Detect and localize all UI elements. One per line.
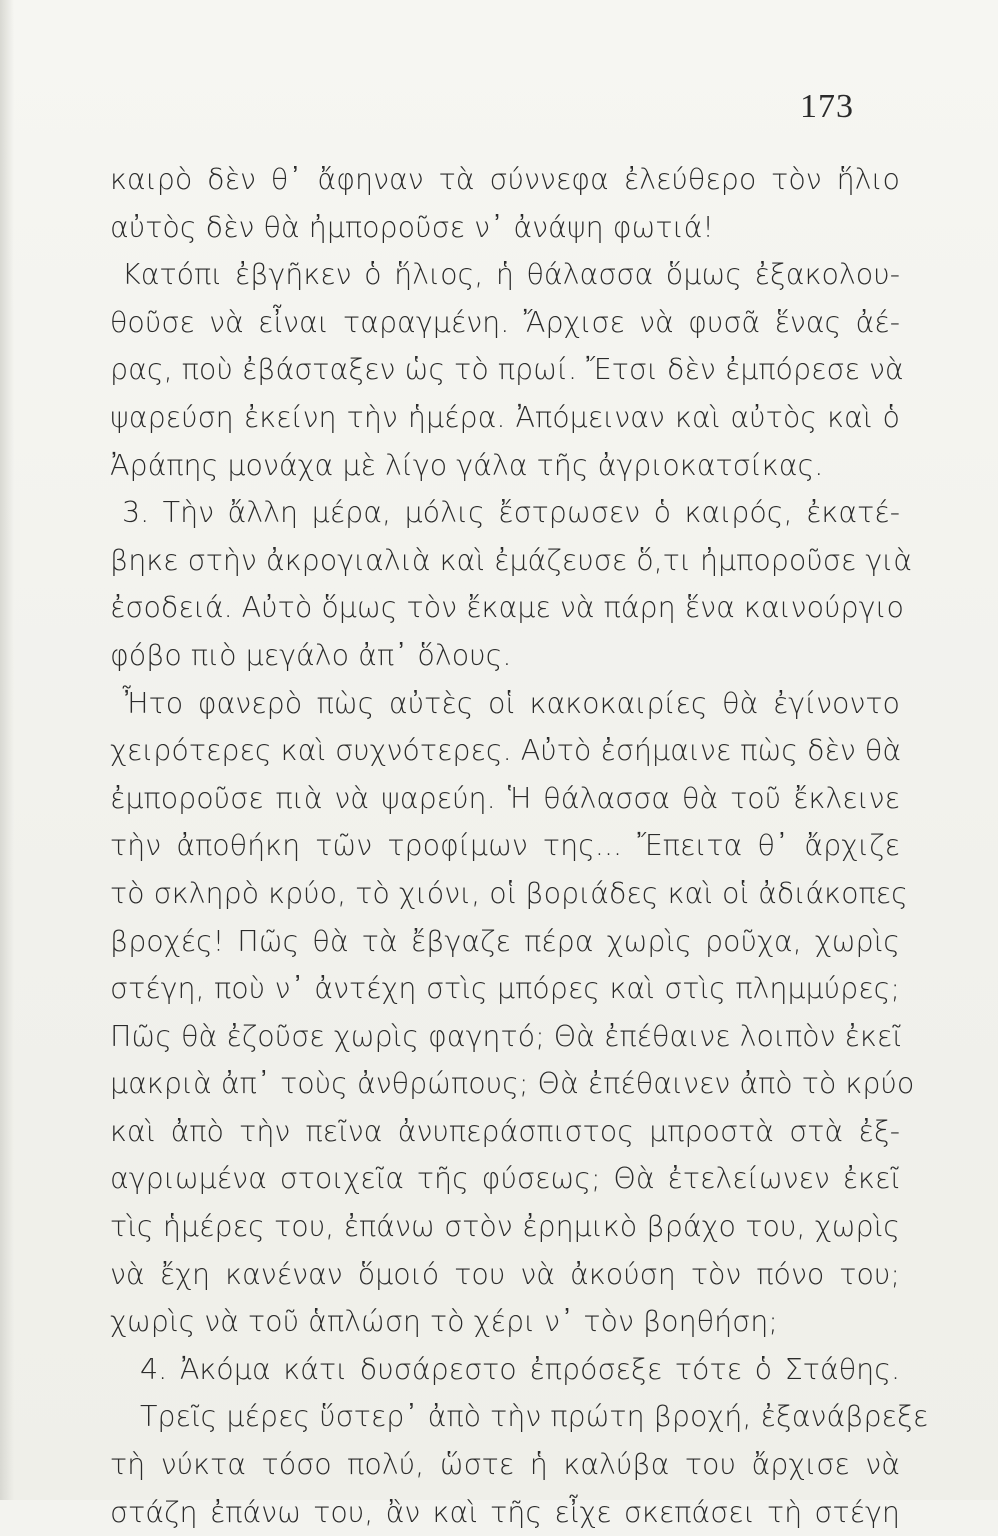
text-line: καὶ ἀπὸ τὴν πεῖνα ἀνυπεράσπιστος μπροστὰ στὰ ἐξ- — [110, 1114, 900, 1148]
text-line: βηκε στὴν ἀκρογιαλιὰ καὶ ἐμάζευσε ὅ,τι ἠμποροῦσε γιὰ — [110, 543, 913, 577]
text-line: θοῦσε νὰ εἶναι ταραγμένη. Ἄρχισε νὰ φυσᾶ ἕνας ἀέ- — [110, 305, 900, 339]
text-line: νὰ ἔχη κανέναν ὅμοιό του νὰ ἀκούση τὸν πόνο του; — [110, 1257, 900, 1291]
text-line: 3. Τὴν ἄλλη μέρα, μόλις ἔστρωσεν ὁ καιρός, ἐκατέ- — [122, 496, 900, 530]
page-number: 173 — [800, 88, 854, 125]
text-line: χειρότερες καὶ συχνότερες. Αὐτὸ ἐσήμαινε πὼς δὲν θὰ — [110, 734, 902, 768]
text-line: 4. Ἀκόμα κάτι δυσάρεστο ἐπρόσεξε τότε ὁ Στάθης. — [140, 1352, 900, 1386]
text-line: ρας, ποὺ ἐβάσταξεν ὡς τὸ πρωί. Ἔτσι δὲν ἐμπόρεσε νὰ — [110, 353, 904, 387]
text-line: στέγη, ποὺ ν᾿ ἀντέχη στὶς μπόρες καὶ στὶς πλημμύρες; — [110, 972, 900, 1006]
text-line: χωρὶς νὰ τοῦ ἁπλώση τὸ χέρι ν᾿ τὸν βοηθήση; — [110, 1305, 778, 1339]
text-line: Ἀράπης μονάχα μὲ λίγο γάλα τῆς ἀγριοκατσίκας. — [110, 448, 824, 482]
text-line: καιρὸ δὲν θ᾿ ἄφηναν τὰ σύννεφα ἐλεύθερο τὸν ἥλιο — [110, 163, 900, 196]
text-line: ἐμποροῦσε πιὰ νὰ ψαρεύη. Ἡ θάλασσα θὰ τοῦ ἔκλεινε — [110, 781, 900, 815]
text-line: Τρεῖς μέρες ὕστερ᾿ ἀπὸ τὴν πρώτη βροχή, ἐξανάβρεξε — [140, 1400, 929, 1434]
page-edge-shadow — [0, 0, 14, 1500]
text-line: αὐτὸς δὲν θὰ ἠμποροῦσε ν᾿ ἀνάψη φωτιά! — [110, 210, 714, 244]
text-line: Πῶς θὰ ἐζοῦσε χωρὶς φαγητό; Θὰ ἐπέθαινε λοιπὸν ἐκεῖ — [110, 1019, 902, 1053]
text-line: τὴν ἀποθήκη τῶν τροφίμων της... Ἔπειτα θ᾿ ἄρχιζε — [110, 829, 900, 863]
text-line: μακριὰ ἀπ᾿ τοὺς ἀνθρώπους; Θὰ ἐπέθαινεν ἀπὸ τὸ κρύο — [110, 1067, 915, 1101]
text-line: τὴ νύκτα τόσο πολύ, ὥστε ἡ καλύβα του ἄρχισε νὰ — [110, 1448, 900, 1482]
text-line: ψαρεύση ἐκείνη τὴν ἡμέρα. Ἀπόμειναν καὶ αὐτὸς καὶ ὁ — [110, 400, 900, 434]
text-line: στάζη ἐπάνω του, ἂν καὶ τῆς εἶχε σκεπάσει τὴ στέγη — [110, 1495, 900, 1529]
text-line: ἐσοδειά. Αὐτὸ ὅμως τὸν ἔκαμε νὰ πάρη ἕνα καινούργιο — [110, 591, 904, 625]
text-line: Κατόπι ἐβγῆκεν ὁ ἥλιος, ἡ θάλασσα ὅμως ἐξακολου- — [122, 258, 900, 292]
text-line: βροχές! Πῶς θὰ τὰ ἔβγαζε πέρα χωρὶς ροῦχα, χωρὶς — [110, 924, 900, 958]
body-text — [110, 156, 929, 1536]
text-line: Ἦτο φανερὸ πὼς αὐτὲς οἱ κακοκαιρίες θὰ ἐγίνοντο — [122, 686, 900, 720]
text-line: φόβο πιὸ μεγάλο ἀπ᾿ ὅλους. — [110, 638, 512, 672]
text-line: αγριωμένα στοιχεῖα τῆς φύσεως; Θὰ ἐτελείωνεν ἐκεῖ — [110, 1162, 900, 1196]
text-line: τὶς ἡμέρες του, ἐπάνω στὸν ἐρημικὸ βράχο του, χωρὶς — [110, 1210, 900, 1244]
text-line: τὸ σκληρὸ κρύο, τὸ χιόνι, οἱ βοριάδες καὶ οἱ ἀδιάκοπες — [110, 876, 908, 910]
